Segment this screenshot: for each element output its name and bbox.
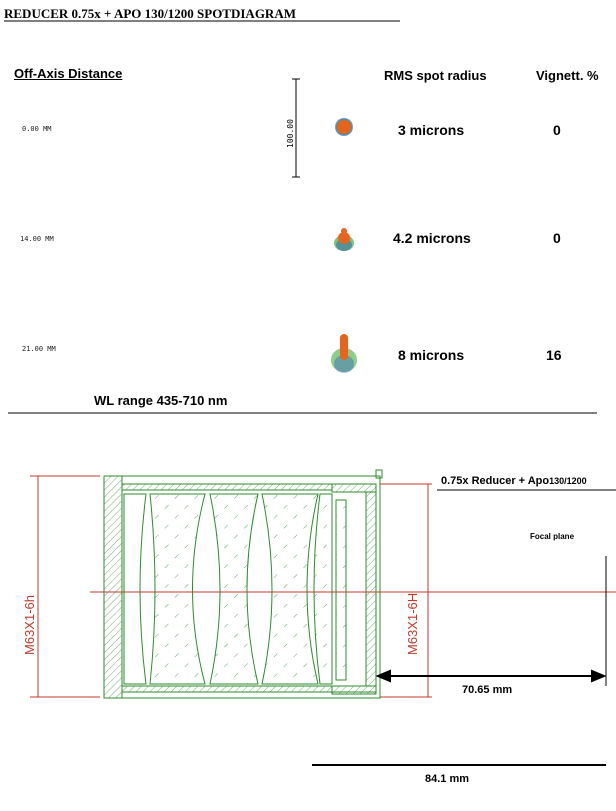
dim-long-label: 84.1 mm [425, 773, 470, 785]
header-vignett: Vignett. % [536, 68, 599, 83]
field-row-2: 14.00 MM [20, 235, 54, 243]
thread-label-right: M63X1-6H [405, 592, 420, 655]
header-off-axis: Off-Axis Distance [14, 66, 123, 81]
focal-plane-label: Focal plane [530, 532, 575, 541]
rms-row-3: 8 microns [398, 347, 465, 363]
vignett-row-1: 0 [553, 122, 561, 138]
vignett-row-3: 16 [546, 347, 562, 363]
vignett-row-2: 0 [553, 230, 561, 246]
field-row-1: 0.00 MM [22, 125, 52, 133]
dim-arrow-short [378, 671, 604, 681]
thread-label-left: M63X1-6h [22, 595, 37, 655]
lens-elements [124, 494, 346, 684]
diagram-title: REDUCER 0.75x + APO 130/1200 SPOTDIAGRAM [4, 6, 296, 21]
spot-diagram-2 [334, 228, 354, 251]
header-rms: RMS spot radius [384, 68, 487, 83]
dim-short-label: 70.65 mm [462, 684, 513, 696]
wl-range: WL range 435-710 nm [94, 393, 228, 408]
field-row-3: 21.00 MM [22, 345, 56, 353]
rms-row-2: 4.2 microns [393, 230, 471, 246]
system-caption: 0.75x Reducer + Apo130/1200 [441, 475, 587, 487]
rms-row-1: 3 microns [398, 122, 465, 138]
spot-diagram-3 [331, 334, 357, 373]
spot-diagram-1 [335, 118, 353, 136]
scale-bar [292, 79, 300, 177]
scale-label: 100.00 [286, 119, 295, 148]
